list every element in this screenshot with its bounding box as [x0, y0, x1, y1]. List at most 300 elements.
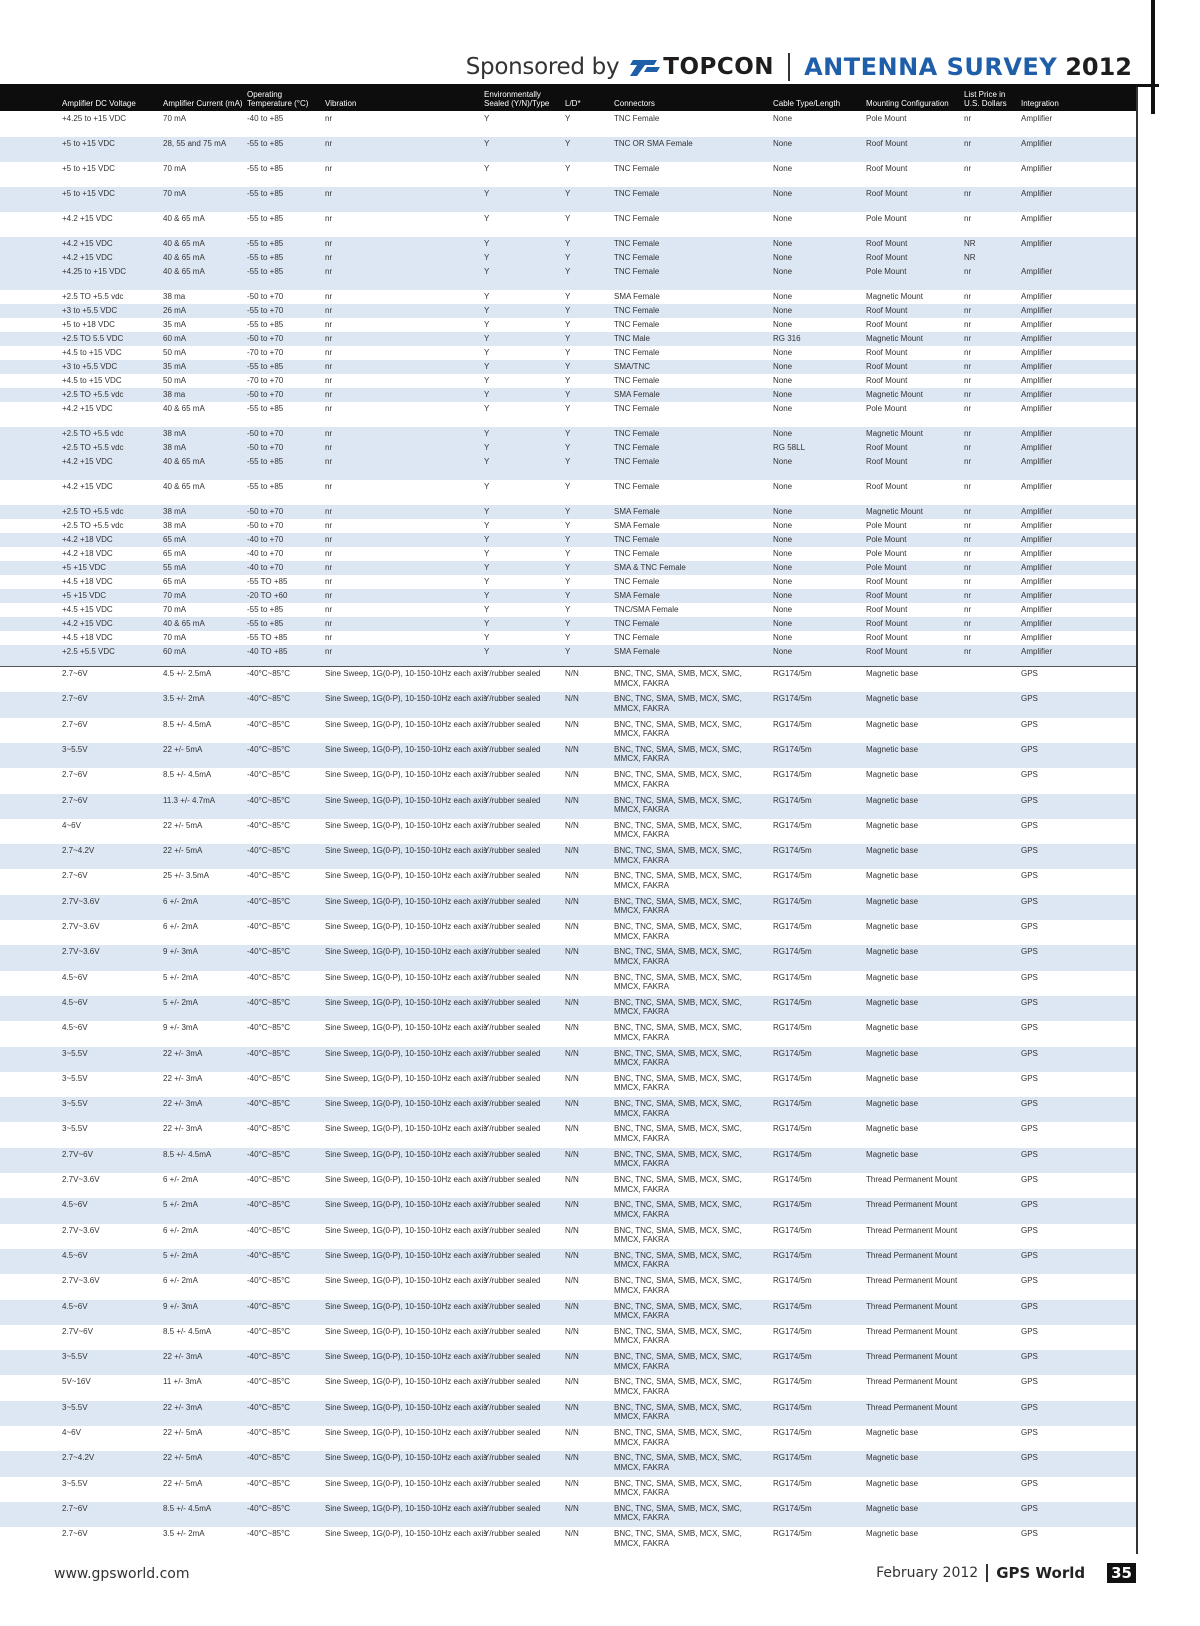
cell-ld: Y [565, 239, 571, 248]
cell-vib: Sine Sweep, 1G(0-P), 10-150-10Hz each axis [325, 871, 488, 881]
cell-price: nr [964, 647, 972, 656]
cell-vib: Sine Sweep, 1G(0-P), 10-150-10Hz each axis [325, 719, 488, 729]
cell-cur: 65 mA [163, 535, 187, 544]
cell-temp: -40°C~85°C [247, 1478, 291, 1488]
cell-env: Y [484, 633, 490, 642]
cell-cur: 8.5 +/- 4.5mA [163, 1149, 212, 1159]
cell-vib: nr [325, 429, 333, 438]
cell-price: nr [964, 139, 972, 148]
header-vib [325, 99, 356, 108]
cell-dc: 2.7V~3.6V [62, 1276, 100, 1286]
banner-divider [788, 53, 790, 81]
cell-cab: None [773, 429, 793, 438]
cell-temp: -55 TO +85 [247, 633, 288, 642]
cell-cur: 70 mA [163, 591, 187, 600]
cell-cab: None [773, 348, 793, 357]
header-integ [1021, 99, 1059, 108]
table-row [0, 304, 1136, 318]
cell-vib: Sine Sweep, 1G(0-P), 10-150-10Hz each axis [325, 694, 488, 704]
cell-cab: RG174/5m [773, 1250, 812, 1260]
cell-con: TNC Female [614, 164, 660, 173]
cell-cab: RG174/5m [773, 820, 812, 830]
cell-temp: -40 to +70 [247, 535, 284, 544]
cell-vib: nr [325, 164, 333, 173]
cell-dc: +2.5 TO +5.5 vdc [62, 507, 124, 516]
cell-vib: nr [325, 239, 333, 248]
cell-temp: -40°C~85°C [247, 997, 291, 1007]
cell-cur: 5 +/- 2mA [163, 972, 198, 982]
cell-cur: 22 +/- 3mA [163, 1073, 203, 1083]
cell-env: Y/rubber sealed [484, 947, 541, 957]
cell-con: BNC, TNC, SMA, SMB, MCX, SMC, MMCX, FAKRA [614, 1225, 742, 1245]
cell-integ: Amplifier [1021, 348, 1053, 357]
table-row [0, 480, 1136, 505]
cell-dc: +4.2 +15 VDC [62, 457, 113, 466]
table-row [0, 1527, 1136, 1552]
cell-price: nr [964, 404, 972, 413]
cell-con: BNC, TNC, SMA, SMB, MCX, SMC, MMCX, FAKRA [614, 744, 742, 764]
cell-dc: +4.2 +15 VDC [62, 404, 113, 413]
cell-vib: nr [325, 535, 333, 544]
cell-dc: +4.5 to +15 VDC [62, 348, 122, 357]
cell-vib: Sine Sweep, 1G(0-P), 10-150-10Hz each axis [325, 820, 488, 830]
cell-vib: nr [325, 189, 333, 198]
cell-mnt: Thread Permanent Mount [866, 1276, 958, 1286]
cell-env: Y [484, 443, 490, 452]
cell-con: BNC, TNC, SMA, SMB, MCX, SMC, MMCX, FAKRA [614, 1276, 742, 1295]
table-row [0, 318, 1136, 332]
cell-dc: 3~5.5V [62, 1073, 88, 1083]
cell-integ: Amplifier [1021, 577, 1053, 586]
cell-cab: None [773, 292, 793, 301]
cell-temp: -55 to +85 [247, 267, 284, 276]
cell-cab: RG 58LL [773, 443, 806, 452]
cell-cab: RG174/5m [773, 947, 812, 957]
cell-mnt: Magnetic base [866, 795, 919, 805]
cell-mnt: Thread Permanent Mount [866, 1352, 958, 1362]
cell-cur: 6 +/- 2mA [163, 922, 198, 931]
cell-con: BNC, TNC, SMA, SMB, MCX, SMC, MMCX, FAKRA [614, 1428, 742, 1447]
corner-rule-vertical [1151, 0, 1155, 114]
table-row [0, 1021, 1136, 1046]
cell-cur: 38 mA [163, 521, 187, 530]
cell-integ: Amplifier [1021, 114, 1053, 123]
cell-env: Y/rubber sealed [484, 1149, 541, 1159]
cell-cab: RG174/5m [773, 1073, 812, 1083]
cell-cur: 70 mA [163, 633, 187, 642]
table-row [0, 667, 1136, 692]
table-row [0, 895, 1136, 920]
cell-con: BNC, TNC, SMA, SMB, MCX, SMC, MMCX, FAKRA [614, 947, 742, 966]
table-row [0, 374, 1136, 388]
table-row [0, 645, 1136, 666]
cell-price: NR [964, 253, 976, 262]
cell-cab: RG174/5m [773, 1428, 812, 1437]
footer-magazine: GPS World [996, 1564, 1086, 1582]
footer-divider [986, 1564, 988, 1582]
cell-con: BNC, TNC, SMA, SMB, MCX, SMC, MMCX, FAKRA [614, 1099, 742, 1118]
cell-integ: Amplifier [1021, 267, 1053, 276]
table-row [0, 589, 1136, 603]
cell-cab: None [773, 619, 793, 628]
cell-integ: Amplifier [1021, 404, 1053, 413]
cell-temp: -20 TO +60 [247, 591, 288, 600]
cell-dc: +5 +15 VDC [62, 563, 107, 572]
cell-cur: 6 +/- 2mA [163, 1276, 198, 1286]
cell-env: Y/rubber sealed [484, 1453, 541, 1463]
cell-cur: 9 +/- 3mA [163, 947, 198, 957]
cell-mnt: Pole Mount [866, 535, 907, 544]
table-row [0, 1325, 1136, 1350]
table-row [0, 1451, 1136, 1476]
cell-env: Y/rubber sealed [484, 744, 541, 754]
cell-cab: RG174/5m [773, 669, 812, 678]
cell-vib: Sine Sweep, 1G(0-P), 10-150-10Hz each axis [325, 744, 488, 754]
cell-temp: -55 to +85 [247, 253, 284, 262]
table-right-rule [1136, 87, 1138, 1554]
cell-env: Y [484, 549, 490, 558]
cell-vib: Sine Sweep, 1G(0-P), 10-150-10Hz each axis [325, 795, 488, 805]
header-cur [163, 99, 243, 108]
cell-ld: Y [565, 306, 571, 315]
cell-vib: nr [325, 139, 333, 148]
table-row [0, 575, 1136, 589]
cell-mnt: Pole Mount [866, 404, 907, 413]
cell-vib: nr [325, 521, 333, 530]
cell-vib: Sine Sweep, 1G(0-P), 10-150-10Hz each axis [325, 947, 488, 957]
cell-integ: GPS [1021, 1478, 1038, 1488]
sponsor-banner [466, 52, 1132, 82]
cell-cab: None [773, 320, 793, 329]
cell-ld: N/N [565, 1377, 579, 1387]
table-row [0, 1122, 1136, 1147]
topcon-swoosh-icon [627, 56, 661, 78]
cell-cab: None [773, 633, 793, 642]
cell-temp: -40°C~85°C [247, 1175, 291, 1184]
cell-temp: -40°C~85°C [247, 1402, 291, 1412]
cell-dc: +4.25 to +15 VDC [62, 267, 127, 276]
table-row [0, 1350, 1136, 1375]
cell-dc: +2.5 TO +5.5 vdc [62, 429, 124, 438]
cell-integ: GPS [1021, 1099, 1038, 1109]
cell-cab: None [773, 390, 793, 399]
cell-dc: 2.7V~6V [62, 1326, 93, 1336]
cell-con: TNC Female [614, 549, 660, 558]
cell-vib: nr [325, 507, 333, 516]
cell-dc: +4.2 +18 VDC [62, 535, 113, 544]
cell-vib: nr [325, 334, 333, 343]
cell-integ: GPS [1021, 744, 1038, 754]
cell-dc: +2.5 TO +5.5 vdc [62, 521, 124, 530]
cell-env: Y/rubber sealed [484, 1073, 541, 1083]
cell-vib: nr [325, 348, 333, 357]
cell-vib: Sine Sweep, 1G(0-P), 10-150-10Hz each axis [325, 770, 488, 780]
cell-env: Y/rubber sealed [484, 997, 541, 1007]
cell-env: Y/rubber sealed [484, 972, 541, 982]
cell-cur: 70 mA [163, 114, 187, 123]
cell-dc: 4.5~6V [62, 972, 88, 982]
cell-env: Y/rubber sealed [484, 1124, 541, 1134]
cell-dc: 3~5.5V [62, 1099, 88, 1109]
cell-cur: 60 mA [163, 334, 187, 343]
cell-vib: nr [325, 443, 333, 452]
cell-mnt: Magnetic base [866, 896, 919, 906]
cell-env: Y/rubber sealed [484, 1175, 541, 1184]
cell-price: nr [964, 605, 972, 614]
cell-ld: Y [565, 376, 571, 385]
cell-ld: Y [565, 114, 571, 123]
cell-integ: GPS [1021, 871, 1038, 881]
cell-dc: 3~5.5V [62, 1352, 88, 1362]
cell-cab: None [773, 362, 793, 371]
cell-env: Y [484, 362, 490, 371]
cell-vib: Sine Sweep, 1G(0-P), 10-150-10Hz each axis [325, 1529, 488, 1539]
table-row [0, 768, 1136, 793]
cell-cab: RG174/5m [773, 972, 812, 982]
cell-con: TNC Female [614, 320, 660, 329]
cell-con: BNC, TNC, SMA, SMB, MCX, SMC, MMCX, FAKRA [614, 871, 742, 890]
cell-cur: 22 +/- 3mA [163, 1402, 203, 1412]
cell-integ: GPS [1021, 820, 1038, 830]
cell-mnt: Magnetic base [866, 1478, 919, 1488]
cell-mnt: Roof Mount [866, 348, 908, 357]
cell-temp: -50 to +70 [247, 390, 284, 399]
cell-cab: RG174/5m [773, 846, 812, 856]
cell-cur: 40 & 65 mA [163, 404, 205, 413]
cell-temp: -55 to +85 [247, 457, 284, 466]
cell-temp: -40°C~85°C [247, 972, 291, 982]
cell-env: Y/rubber sealed [484, 1352, 541, 1362]
cell-temp: -40 to +85 [247, 114, 284, 123]
cell-ld: N/N [565, 1301, 579, 1311]
cell-vib: Sine Sweep, 1G(0-P), 10-150-10Hz each axis [325, 1250, 488, 1260]
cell-env: Y/rubber sealed [484, 719, 541, 729]
cell-vib: Sine Sweep, 1G(0-P), 10-150-10Hz each axis [325, 1402, 488, 1412]
cell-env: Y [484, 139, 490, 148]
cell-temp: -40°C~85°C [247, 1048, 291, 1058]
cell-temp: -40°C~85°C [247, 922, 291, 931]
cell-con: TNC Female [614, 619, 660, 628]
cell-cur: 11.3 +/- 4.7mA [163, 795, 216, 805]
cell-dc: +4.2 +15 VDC [62, 482, 113, 491]
cell-temp: -40°C~85°C [247, 1326, 291, 1336]
cell-cur: 6 +/- 2mA [163, 1225, 198, 1235]
cell-env: Y [484, 348, 490, 357]
table-row [0, 869, 1136, 894]
cell-mnt: Thread Permanent Mount [866, 1326, 958, 1336]
cell-con: BNC, TNC, SMA, SMB, MCX, SMC, MMCX, FAKRA [614, 1377, 742, 1396]
table-row [0, 920, 1136, 945]
cell-integ: GPS [1021, 770, 1038, 780]
cell-cab: RG174/5m [773, 1124, 812, 1134]
cell-integ: Amplifier [1021, 591, 1053, 600]
cell-cur: 22 +/- 3mA [163, 1352, 203, 1362]
cell-env: Y [484, 390, 490, 399]
cell-cur: 11 +/- 3mA [163, 1377, 202, 1387]
cell-dc: 2.7~6V [62, 871, 88, 881]
cell-mnt: Roof Mount [866, 362, 908, 371]
cell-env: Y [484, 376, 490, 385]
cell-mnt: Thread Permanent Mount [866, 1175, 958, 1184]
cell-dc: +4.5 +15 VDC [62, 605, 113, 614]
cell-vib: Sine Sweep, 1G(0-P), 10-150-10Hz each axis [325, 1124, 488, 1134]
cell-price: nr [964, 164, 972, 173]
cell-cur: 70 mA [163, 164, 187, 173]
cell-env: Y/rubber sealed [484, 770, 541, 780]
cell-cab: None [773, 404, 793, 413]
cell-price: nr [964, 376, 972, 385]
cell-con: BNC, TNC, SMA, SMB, MCX, SMC, MMCX, FAKRA [614, 997, 742, 1017]
cell-price: nr [964, 114, 972, 123]
cell-vib: nr [325, 267, 333, 276]
cell-integ: GPS [1021, 1529, 1038, 1539]
cell-dc: 2.7V~3.6V [62, 896, 100, 906]
cell-ld: N/N [565, 1048, 579, 1058]
cell-price: nr [964, 334, 972, 343]
cell-ld: Y [565, 334, 571, 343]
cell-env: Y [484, 521, 490, 530]
cell-mnt: Magnetic base [866, 1453, 919, 1463]
cell-dc: 2.7~6V [62, 694, 88, 704]
cell-dc: +4.25 to +15 VDC [62, 114, 127, 123]
cell-ld: Y [565, 647, 571, 656]
cell-temp: -40°C~85°C [247, 694, 291, 704]
cell-mnt: Magnetic base [866, 1023, 919, 1033]
cell-vib: nr [325, 292, 333, 301]
cell-con: TNC Female [614, 429, 660, 438]
cell-cur: 50 mA [163, 348, 187, 357]
cell-vib: Sine Sweep, 1G(0-P), 10-150-10Hz each axis [325, 1200, 488, 1210]
cell-con: SMA/TNC [614, 362, 650, 371]
table-row [0, 1097, 1136, 1122]
cell-cur: 55 mA [163, 563, 187, 572]
cell-integ: GPS [1021, 846, 1038, 856]
cell-cur: 38 ma [163, 390, 186, 399]
cell-price: nr [964, 267, 972, 276]
cell-env: Y [484, 507, 490, 516]
cell-price: nr [964, 306, 972, 315]
cell-cab: RG 316 [773, 334, 801, 343]
cell-con: TNC Female [614, 482, 660, 491]
cell-integ: GPS [1021, 694, 1038, 704]
cell-mnt: Magnetic base [866, 719, 919, 729]
cell-ld: Y [565, 591, 571, 600]
cell-temp: -50 to +70 [247, 443, 284, 452]
cell-price: nr [964, 214, 972, 223]
cell-mnt: Roof Mount [866, 189, 908, 198]
cell-temp: -40°C~85°C [247, 1200, 291, 1210]
cell-dc: 2.7V~3.6V [62, 1225, 100, 1235]
table-row [0, 1198, 1136, 1223]
cell-mnt: Pole Mount [866, 114, 907, 123]
cell-dc: +4.5 +18 VDC [62, 577, 113, 586]
cell-vib: nr [325, 647, 333, 656]
cell-temp: -55 to +85 [247, 619, 284, 628]
cell-integ: GPS [1021, 1225, 1038, 1235]
cell-dc: +2.5 TO +5.5 vdc [62, 292, 124, 301]
cell-vib: nr [325, 549, 333, 558]
table-row [0, 794, 1136, 819]
table-row [0, 402, 1136, 427]
cell-ld: N/N [565, 1402, 579, 1412]
cell-integ: Amplifier [1021, 443, 1053, 452]
cell-mnt: Magnetic base [866, 1124, 919, 1134]
cell-ld: Y [565, 164, 571, 173]
cell-dc: 2.7~4.2V [62, 1453, 95, 1463]
cell-cab: None [773, 482, 793, 491]
table-row [0, 137, 1136, 162]
cell-cab: None [773, 267, 793, 276]
cell-ld: Y [565, 633, 571, 642]
cell-con: SMA Female [614, 591, 660, 600]
cell-integ: GPS [1021, 1023, 1038, 1033]
cell-vib: Sine Sweep, 1G(0-P), 10-150-10Hz each axis [325, 669, 488, 678]
cell-ld: N/N [565, 1225, 579, 1235]
cell-integ: Amplifier [1021, 563, 1053, 572]
table-row [0, 945, 1136, 970]
cell-temp: -40°C~85°C [247, 1428, 291, 1437]
cell-integ: Amplifier [1021, 164, 1053, 173]
cell-temp: -40 TO +85 [247, 647, 288, 656]
cell-temp: -40°C~85°C [247, 947, 291, 957]
cell-price: NR [964, 239, 976, 248]
cell-cur: 3.5 +/- 2mA [163, 694, 205, 704]
cell-env: Y/rubber sealed [484, 1276, 541, 1286]
cell-ld: Y [565, 253, 571, 262]
table-row [0, 1072, 1136, 1097]
table-row [0, 1173, 1136, 1198]
cell-integ: GPS [1021, 719, 1038, 729]
cell-cab: RG174/5m [773, 1301, 812, 1311]
cell-env: Y [484, 605, 490, 614]
cell-vib: nr [325, 563, 333, 572]
cell-cur: 8.5 +/- 4.5mA [163, 1503, 212, 1513]
cell-vib: Sine Sweep, 1G(0-P), 10-150-10Hz each axis [325, 1073, 488, 1083]
cell-con: TNC Male [614, 334, 651, 343]
cell-cur: 6 +/- 2mA [163, 1175, 198, 1184]
cell-ld: N/N [565, 1276, 579, 1286]
cell-integ: GPS [1021, 1200, 1038, 1210]
cell-cur: 3.5 +/- 2mA [163, 1529, 205, 1539]
cell-cab: None [773, 376, 793, 385]
cell-temp: -40°C~85°C [247, 1250, 291, 1260]
cell-cab: RG174/5m [773, 694, 812, 704]
cell-cur: 9 +/- 3mA [163, 1023, 198, 1033]
cell-temp: -40°C~85°C [247, 896, 291, 906]
cell-dc: 2.7V~3.6V [62, 1175, 100, 1184]
cell-temp: -40°C~85°C [247, 719, 291, 729]
cell-dc: +4.2 +15 VDC [62, 619, 113, 628]
cell-dc: +3 to +5.5 VDC [62, 306, 118, 315]
cell-cab: RG174/5m [773, 1175, 812, 1184]
cell-ld: N/N [565, 972, 579, 982]
cell-price: nr [964, 591, 972, 600]
cell-mnt: Pole Mount [866, 549, 907, 558]
cell-ld: Y [565, 348, 571, 357]
cell-temp: -55 TO +85 [247, 577, 288, 586]
cell-mnt: Magnetic base [866, 770, 919, 780]
cell-con: BNC, TNC, SMA, SMB, MCX, SMC, MMCX, FAKRA [614, 1175, 742, 1194]
cell-ld: N/N [565, 846, 579, 856]
cell-temp: -40 to +70 [247, 549, 284, 558]
cell-dc: 3~5.5V [62, 1048, 88, 1058]
cell-ld: N/N [565, 770, 579, 780]
cell-temp: -55 to +85 [247, 362, 284, 371]
table-row [0, 692, 1136, 717]
cell-vib: nr [325, 457, 333, 466]
cell-cur: 40 & 65 mA [163, 214, 205, 223]
table-row [0, 505, 1136, 519]
